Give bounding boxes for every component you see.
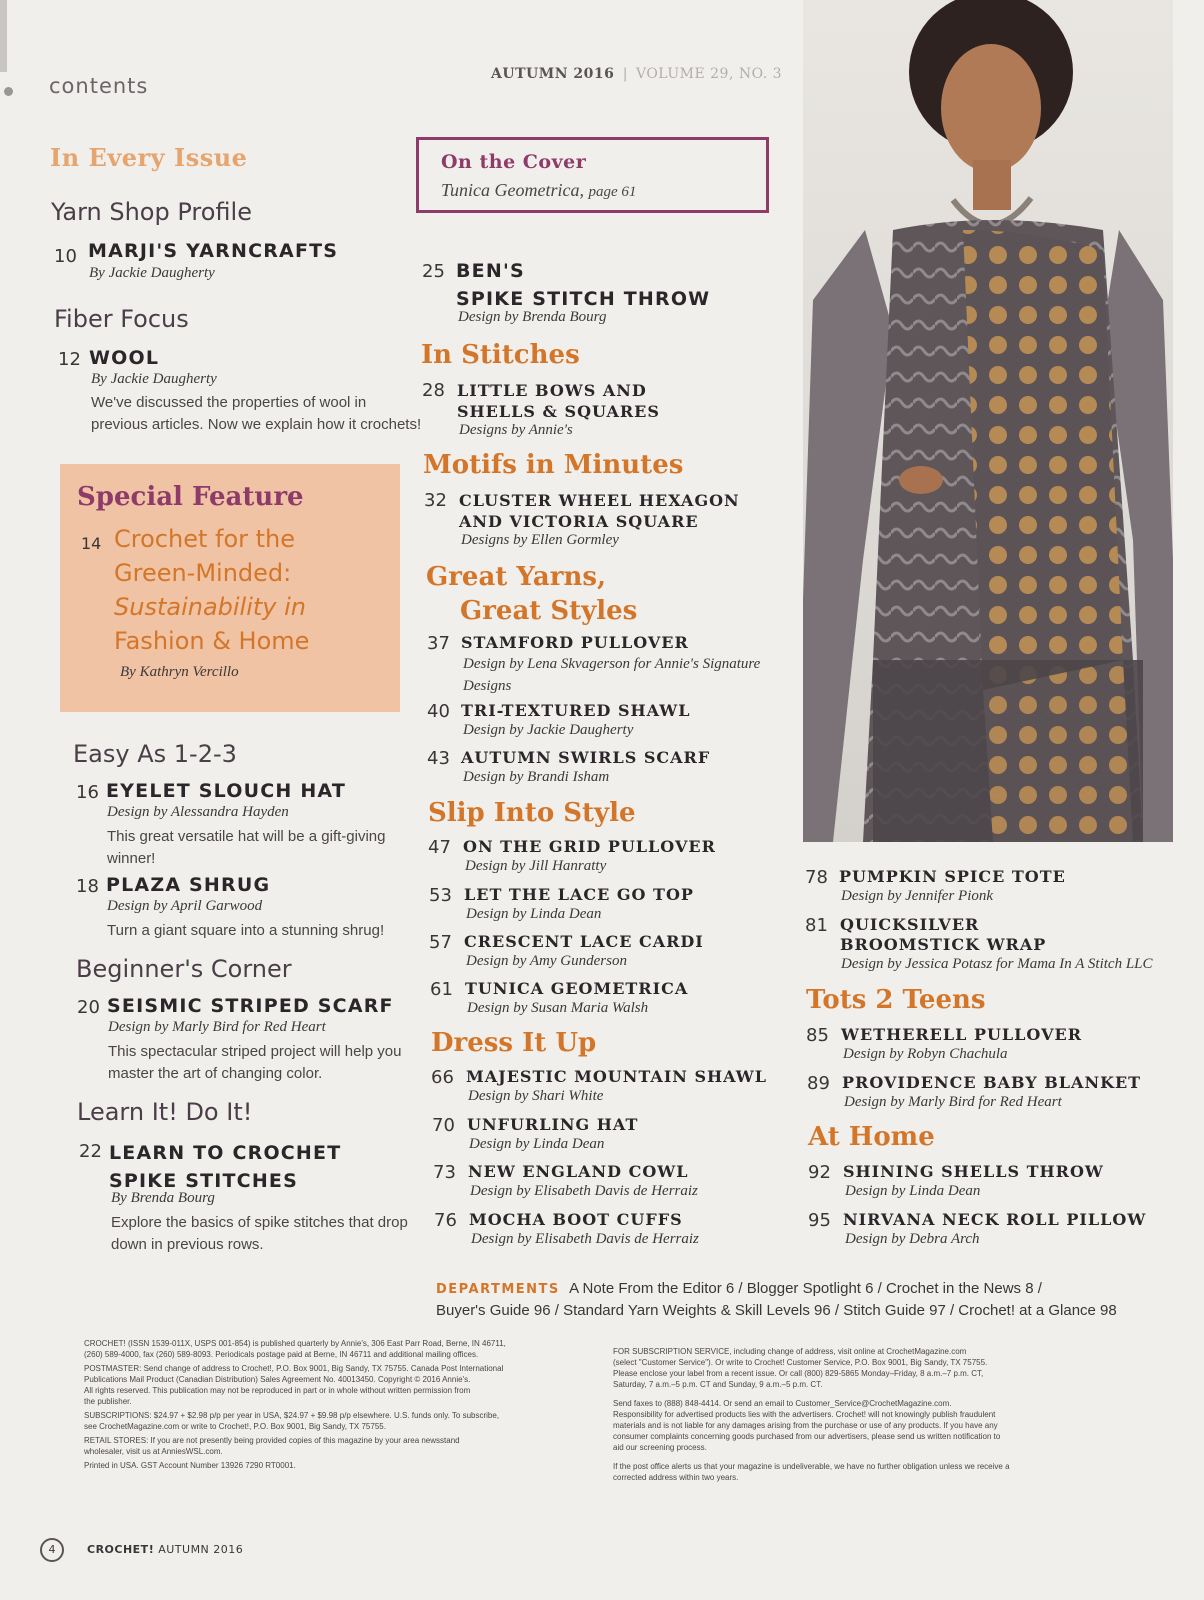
fine-line: CROCHET! (ISSN 1539-011X, USPS 001-854) is published quarterly by Annie's, 306 East Parr Road, Berne, IN 46711, [84, 1339, 506, 1348]
section-learn-it-do-it: Learn It! Do It! [77, 1098, 253, 1126]
footer-date: AUTUMN 2016 [158, 1543, 244, 1556]
fine-line: RETAIL STORES: If you are not presently being provided copies of this magazine by your area newsstand [84, 1436, 460, 1445]
article-title[interactable]: ON THE GRID PULLOVER [463, 837, 716, 856]
bullet-dot [4, 87, 13, 96]
footer-issue [87, 1543, 243, 1556]
fine-line: Responsibility for advertised products lies with the advertisers. Crochet! will not knowingly publish fraudulent [613, 1410, 996, 1419]
article-title[interactable]: MARJI'S YARNCRAFTS [88, 240, 339, 262]
article-title[interactable]: EYELET SLOUCH HAT [106, 780, 347, 802]
fine-line: All rights reserved. This publication may not be reproduced in part or in whole without written permission from [84, 1386, 471, 1395]
article-title[interactable]: UNFURLING HAT [467, 1115, 639, 1134]
fine-line: If the post office alerts us that your magazine is undeliverable, we have no further obligation unless we receive a [613, 1462, 1010, 1471]
desc-line: This spectacular striped project will help you [108, 1043, 402, 1060]
article-byline: Design by Linda Dean [466, 906, 602, 922]
fine-line: Printed in USA. GST Account Number 13926 7290 RT0001. [84, 1461, 296, 1470]
page-number: 22 [79, 1141, 102, 1162]
article-byline: Design by Linda Dean [845, 1183, 981, 1199]
desc-line: We've discussed the properties of wool in [91, 394, 367, 411]
fineprint-left [84, 1338, 594, 1471]
article-title[interactable]: WETHERELL PULLOVER [841, 1025, 1082, 1044]
byline-line: Designs [463, 678, 512, 694]
page-number: 14 [81, 534, 102, 553]
fine-line: the publisher. [84, 1397, 132, 1406]
fine-line: aid our screening process. [613, 1443, 707, 1452]
article-title[interactable] [459, 490, 740, 532]
article-title[interactable]: MAJESTIC MOUNTAIN SHAWL [466, 1067, 767, 1086]
departments-items[interactable]: A Note From the Editor 6 / Blogger Spotlight 6 / Crochet in the News 8 / [569, 1280, 1042, 1297]
page-number: 70 [432, 1115, 455, 1136]
special-feature-title[interactable] [114, 522, 309, 658]
departments-line-1 [436, 1278, 1156, 1300]
fine-line: SUBSCRIPTIONS: $24.97 + $2.98 p/p per year in USA, $24.97 + $9.98 p/p elsewhere. U.S. funds only. To subscribe, [84, 1411, 500, 1420]
article-description [107, 826, 385, 870]
page-number: 12 [58, 349, 81, 370]
page-number: 40 [427, 701, 450, 722]
article-byline: Design by Debra Arch [845, 1231, 980, 1247]
page-number: 47 [428, 837, 451, 858]
fineprint-right [613, 1346, 1158, 1483]
article-byline: Design by Elisabeth Davis de Herraiz [470, 1183, 698, 1199]
page-number: 28 [422, 380, 445, 401]
cover-heading: On the Cover [441, 151, 587, 173]
departments [436, 1278, 1156, 1321]
title-line: CLUSTER WHEEL HEXAGON [459, 491, 740, 510]
page-number: 57 [429, 932, 452, 953]
article-title[interactable]: PROVIDENCE BABY BLANKET [842, 1073, 1142, 1092]
article-byline: Designs by Annie's [459, 422, 573, 438]
article-title[interactable]: TRI-TEXTURED SHAWL [461, 701, 691, 720]
article-description [91, 392, 421, 436]
section-motifs-in-minutes: Motifs in Minutes [423, 450, 684, 480]
article-byline: Designs by Ellen Gormley [461, 532, 619, 548]
fine-line: (select "Customer Service"). Or write to Crochet! Customer Service, P.O. Box 9001, Big Sandy, TX 75755. [613, 1358, 988, 1367]
cover-page: page 61 [588, 184, 637, 200]
issue-label [491, 66, 782, 82]
title-line: QUICKSILVER [840, 915, 980, 934]
issue-volume: VOLUME 29, NO. 3 [635, 66, 783, 82]
page-number: 95 [808, 1210, 831, 1231]
page-number: 32 [424, 490, 447, 511]
article-title[interactable] [109, 1139, 341, 1195]
cover-photo[interactable] [803, 0, 1173, 842]
header-divider: | [622, 66, 628, 82]
article-title[interactable] [840, 915, 1046, 955]
article-title[interactable] [457, 380, 660, 422]
desc-line: previous articles. Now we explain how it crochets! [91, 416, 422, 433]
folio-circle [40, 1538, 64, 1562]
title-line: Green-Minded: [114, 559, 292, 587]
article-byline: By Jackie Daugherty [91, 371, 217, 387]
section-tots-2-teens: Tots 2 Teens [806, 985, 986, 1015]
departments-line-2[interactable]: Buyer's Guide 96 / Standard Yarn Weights & Skill Levels 96 / Stitch Guide 97 / Crochet! at a Glance 98 [436, 1302, 1117, 1319]
fine-line: see CrochetMagazine.com or write to Crochet!, P.O. Box 9001, Big Sandy, TX 75755. [84, 1422, 386, 1431]
page-number: 18 [76, 876, 99, 897]
section-fiber-focus: Fiber Focus [54, 305, 189, 333]
article-title[interactable]: PLAZA SHRUG [106, 874, 271, 896]
desc-line: This great versatile hat will be a gift-giving [107, 828, 386, 845]
article-title[interactable]: PUMPKIN SPICE TOTE [839, 867, 1066, 886]
article-byline: By Brenda Bourg [111, 1190, 215, 1206]
cover-title-text: Tunica Geometrica, [441, 180, 584, 200]
page-number: 20 [77, 997, 100, 1018]
article-byline: Design by Jennifer Pionk [841, 888, 994, 904]
title-line: LEARN TO CROCHET [109, 1142, 342, 1164]
fine-line: Send faxes to (888) 848-4414. Or send an email to Customer_Service@CrochetMagazine.com. [613, 1399, 952, 1408]
title-line: Crochet for the [114, 525, 296, 553]
article-title[interactable]: WOOL [89, 347, 160, 369]
article-title[interactable]: LET THE LACE GO TOP [464, 885, 694, 904]
page-number: 85 [806, 1025, 829, 1046]
article-byline: Design by Linda Dean [469, 1136, 605, 1152]
article-byline: Design by April Garwood [107, 898, 263, 914]
section-slip-into-style: Slip Into Style [428, 798, 636, 828]
title-line: AND VICTORIA SQUARE [459, 512, 699, 531]
page-number: 53 [429, 885, 452, 906]
fine-line: corrected address within two years. [613, 1473, 739, 1482]
fine-line: wholesaler, visit us at AnniesWSL.com. [84, 1447, 223, 1456]
title-line: BEN'S [456, 260, 525, 282]
article-byline: Design by Jill Hanratty [465, 858, 607, 874]
article-description: Turn a giant square into a stunning shrug! [107, 922, 385, 939]
fine-line: materials and is not liable for any damages arising from the purchase or use of any products. If you have any [613, 1421, 998, 1430]
page-number: 10 [54, 246, 77, 267]
article-byline: Design by Robyn Chachula [843, 1046, 1008, 1062]
page-number: 61 [430, 979, 453, 1000]
article-title[interactable]: SEISMIC STRIPED SCARF [107, 995, 394, 1017]
article-title[interactable]: SHINING SHELLS THROW [843, 1162, 1104, 1181]
article-title[interactable]: STAMFORD PULLOVER [461, 633, 689, 652]
page-number: 25 [422, 261, 445, 282]
fine-line: Saturday, 7 a.m.–5 p.m. CT and Sunday, 9 a.m.–5 p.m. CT. [613, 1380, 823, 1389]
article-byline: Design by Brandi Isham [463, 769, 610, 785]
fine-line: consumer complaints concerning goods purchased from our advertisers, please send us written notification to [613, 1432, 1001, 1441]
page-number: 92 [808, 1162, 831, 1183]
departments-label: DEPARTMENTS [436, 1282, 560, 1297]
article-byline: Design by Brenda Bourg [458, 309, 607, 325]
article-byline: By Jackie Daugherty [89, 265, 215, 281]
fine-line: Publications Mail Product (Canadian Distribution) Sales Agreement No. 40013450. Copyright © 2016 Annie's. [84, 1375, 471, 1384]
page-number: 16 [76, 782, 99, 803]
page-number: 37 [427, 633, 450, 654]
section-yarn-shop-profile: Yarn Shop Profile [51, 198, 252, 226]
page-number: 81 [805, 915, 828, 936]
heading-line: Great Styles [460, 596, 638, 626]
on-the-cover-box[interactable] [416, 137, 769, 213]
fine-line: (260) 589-4000, fax (260) 589-8093. Periodicals postage paid at Berne, IN 46711 and additional mailing offices. [84, 1350, 479, 1359]
title-line: BROOMSTICK WRAP [840, 935, 1047, 954]
footer-brand: CROCHET! [87, 1543, 155, 1556]
page-number: 66 [431, 1067, 454, 1088]
article-byline: By Kathryn Vercillo [120, 664, 239, 680]
edge-bar [0, 0, 7, 72]
fine-line: FOR SUBSCRIPTION SERVICE, including change of address, visit online at CrochetMagazine.com [613, 1347, 967, 1356]
page-number: 4 [48, 1543, 56, 1556]
section-easy-as-123: Easy As 1-2-3 [73, 740, 237, 768]
article-title[interactable]: AUTUMN SWIRLS SCARF [461, 748, 711, 767]
section-in-stitches: In Stitches [421, 340, 580, 370]
heading-line: Great Yarns, [426, 562, 607, 592]
desc-line: down in previous rows. [111, 1236, 264, 1253]
article-byline: Design by Elisabeth Davis de Herraiz [471, 1231, 699, 1247]
title-line: Sustainability in [114, 593, 307, 621]
page-number: 89 [807, 1073, 830, 1094]
desc-line: master the art of changing color. [108, 1065, 323, 1082]
article-byline: Design by Shari White [468, 1088, 604, 1104]
section-at-home: At Home [808, 1122, 935, 1152]
page-number: 73 [433, 1162, 456, 1183]
title-line: LITTLE BOWS AND [457, 381, 647, 400]
contents-label: contents [49, 74, 149, 98]
article-byline: Design by Jessica Potasz for Mama In A Stitch LLC [841, 956, 1153, 972]
article-title[interactable]: TUNICA GEOMETRICA [465, 979, 689, 998]
article-byline: Design by Marly Bird for Red Heart [108, 1019, 326, 1035]
special-feature-box [60, 464, 400, 712]
page-number: 78 [805, 867, 828, 888]
page-number: 76 [434, 1210, 457, 1231]
section-beginners-corner: Beginner's Corner [76, 955, 292, 983]
desc-line: winner! [107, 850, 156, 867]
article-byline: Design by Alessandra Hayden [107, 804, 289, 820]
fine-line: POSTMASTER: Send change of address to Crochet!, P.O. Box 9001, Big Sandy, TX 75755. Canada Post International [84, 1364, 504, 1373]
article-title[interactable] [456, 257, 710, 313]
desc-line: Explore the basics of spike stitches that drop [111, 1214, 408, 1231]
model-illustration [803, 0, 1173, 842]
article-byline [463, 653, 760, 697]
fine-line: Please enclose your label from a recent issue. Or call (800) 829-5865 Monday–Friday, 8 a.m.–7 p.m. CT, [613, 1369, 984, 1378]
special-feature-heading: Special Feature [77, 482, 304, 512]
article-byline: Design by Jackie Daugherty [463, 722, 634, 738]
section-in-every-issue: In Every Issue [50, 143, 248, 172]
article-description [111, 1212, 408, 1256]
article-byline: Design by Marly Bird for Red Heart [844, 1094, 1062, 1110]
article-byline: Design by Susan Maria Walsh [467, 1000, 649, 1016]
issue-date: AUTUMN 2016 [491, 66, 615, 82]
title-line: SHELLS & SQUARES [457, 402, 660, 421]
title-line: SPIKE STITCHES [109, 1170, 298, 1192]
section-dress-it-up: Dress It Up [431, 1028, 597, 1058]
cover-title [441, 180, 636, 201]
article-byline: Design by Amy Gunderson [466, 953, 627, 969]
article-title[interactable]: NEW ENGLAND COWL [468, 1162, 689, 1181]
article-title[interactable]: NIRVANA NECK ROLL PILLOW [843, 1210, 1147, 1229]
title-line: SPIKE STITCH THROW [456, 288, 711, 310]
title-line: Fashion & Home [114, 627, 310, 655]
page-number: 43 [427, 748, 450, 769]
article-title[interactable]: MOCHA BOOT CUFFS [469, 1210, 683, 1229]
article-title[interactable]: CRESCENT LACE CARDI [464, 932, 704, 951]
article-description [108, 1041, 401, 1085]
section-great-yarns [426, 560, 637, 628]
byline-line: Design by Lena Skvagerson for Annie's Signature [463, 656, 761, 672]
